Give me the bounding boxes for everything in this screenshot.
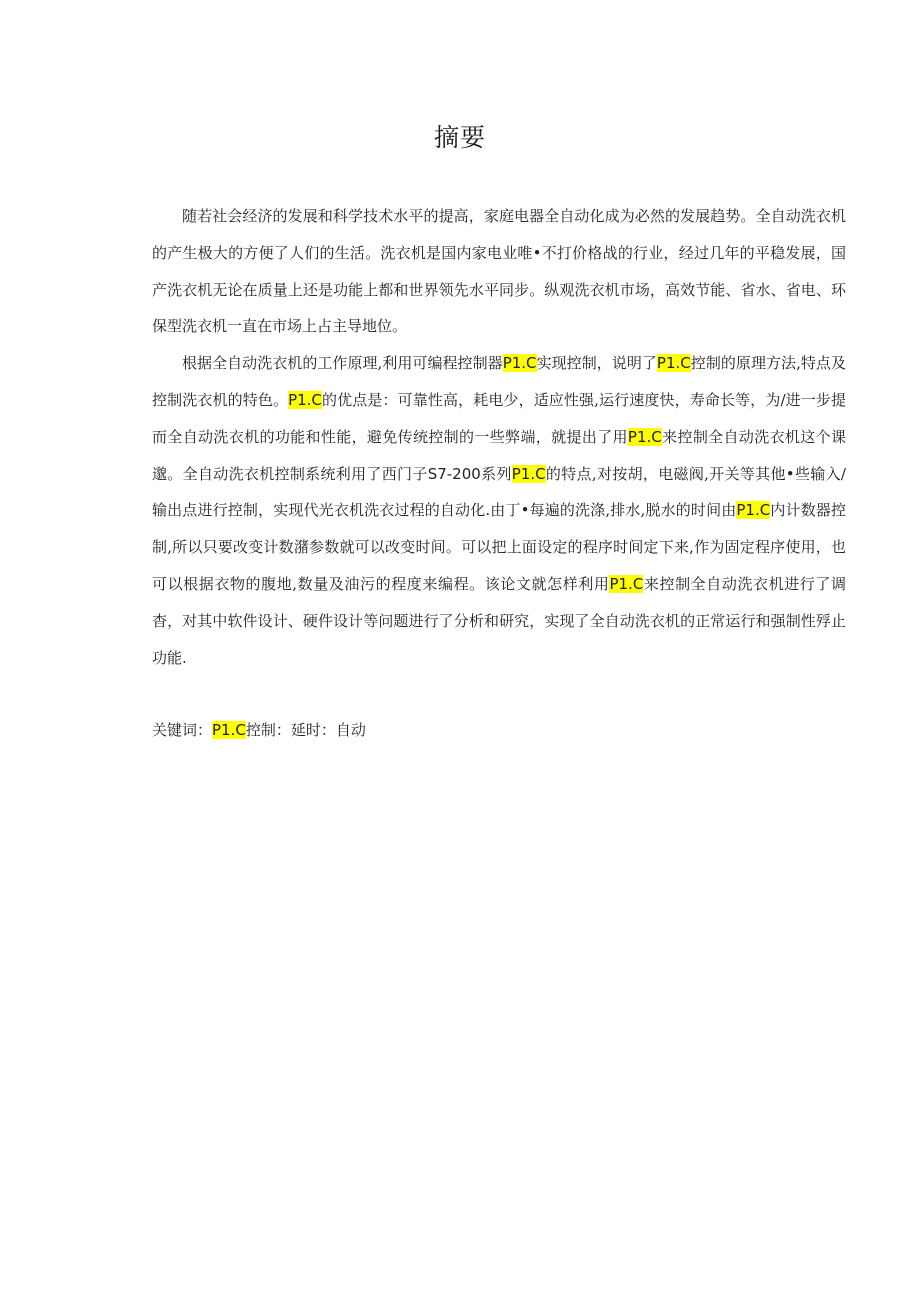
highlighted-term: P1.C [511, 464, 546, 483]
abstract-body [152, 198, 846, 676]
highlighted-term: P1.C [609, 574, 644, 593]
highlighted-term: P1.C [502, 354, 537, 373]
text-run: 控制：延时：自动 [245, 721, 366, 739]
text-run: 系列 [480, 464, 512, 483]
highlighted-term: P1.C [736, 501, 771, 520]
page-title: 摘要 [433, 123, 486, 152]
paragraph-1 [152, 198, 846, 345]
highlighted-term: P1.C [627, 427, 662, 446]
text-run: 随若社会经济的发展和科学技术水平的提高，家庭电器全自动化成为必然的发展趋势。全自动洗衣机的产生极大的方便了人们的生活。洗衣机是国内家电业唯•不打价格战的行业，经过几年的平稳发展，国产洗衣机无论在质量上还是功能上都和世界领先水平同步。纵观洗衣机市场，高效节能、省水、省电、环保型洗衣机一直在市场上占主导地位。 [152, 207, 846, 336]
text-run: 实现控制，说明了 [536, 354, 657, 373]
text-run: 的优点是：可靠性高，耗电少，适应性强,运行速度快，寿命长等，为/进一步提而全自动洗衣机的功能和性能，避免传统控制的一些弊端，就提出了用 [152, 390, 846, 446]
model-number: S7-200 [427, 464, 481, 483]
text-run: 来控制全自动洗衣机这个课邈。全自动洗衣机控制系统利用了西门子 [152, 427, 846, 483]
text-run: 内计数器控制,所以只要改变计数潴参数就可以改变时间。可以把上面设定的程序时间定下来,作为固定程序使用，也可以根据衣物的腹地,数量及油污的程度来编程。该论文就怎样利用 [152, 501, 846, 593]
keywords-line [152, 712, 846, 748]
text-run: 关键词： [152, 721, 213, 739]
text-run: 的特点,对按胡，电磁阀,开关等其他•些输入/输出点进行控制，实现代光衣机洗衣过程的自动化.由丁•每遍的洗涤,排水,脱水的时间由 [152, 464, 846, 520]
highlighted-term: P1.C [656, 354, 691, 373]
text-run: 控制的原理方法,特点及控制洗衣机的特色。 [152, 354, 846, 409]
text-run: 根据全自动洗衣机的工作原理,利用可编程控制器 [182, 354, 503, 373]
paragraph-2 [152, 345, 846, 676]
text-run: 来控制全自动洗衣机进行了调杳，对其中软件设计、硬件设计等问题进行了分析和研究，实现了全自动洗衣机的正常运行和强制性殍止功能. [152, 574, 846, 667]
highlighted-term: P1.C [212, 721, 246, 739]
highlighted-term: P1.C [288, 390, 322, 409]
